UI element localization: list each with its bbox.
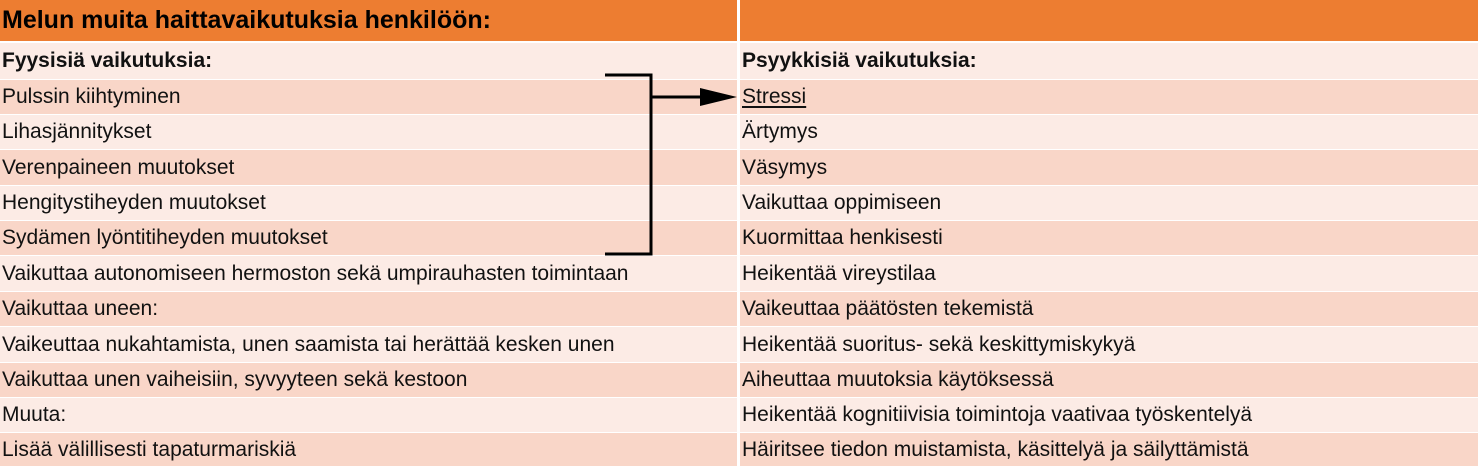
table-row: [0, 186, 1478, 220]
table-row: [0, 150, 1478, 185]
physical-effect: Pulssin kiihtyminen: [0, 80, 737, 114]
psychological-effect: Väsymys: [740, 150, 1478, 185]
psychological-effect: Kuormittaa henkisesti: [740, 221, 1478, 255]
psychological-effect: Ärtymys: [740, 115, 1478, 149]
physical-effect: Lisää välillisesti tapaturmariskiä: [0, 433, 737, 466]
header-right-cell: [740, 0, 1478, 41]
psychological-effect: Heikentää vireystilaa: [740, 256, 1478, 291]
physical-effect: Vaikuttaa autonomiseen hermoston sekä umpirauhasten toimintaan: [0, 256, 737, 291]
stress-label: Stressi: [742, 85, 807, 108]
table-title: Melun muita haittavaikutuksia henkilöön:: [0, 0, 737, 41]
psychological-effect: Aiheuttaa muutoksia käytöksessä: [740, 363, 1478, 397]
physical-effect: Vaikeuttaa nukahtamista, unen saamista tai herättää kesken unen: [0, 327, 737, 362]
physical-effect: Muuta:: [0, 398, 737, 432]
psychological-effect: Heikentää suoritus- sekä keskittymiskykyä: [740, 327, 1478, 362]
table-row: [0, 363, 1478, 397]
table-row: [0, 221, 1478, 255]
psychological-effect: [740, 80, 1478, 114]
physical-effect: Sydämen lyöntitiheyden muutokset: [0, 221, 737, 255]
psychological-effects-heading: Psyykkisiä vaikutuksia:: [740, 43, 1478, 79]
psychological-effect: Häiritsee tiedon muistamista, käsittelyä ja säilyttämistä: [740, 433, 1478, 466]
table-row: [0, 327, 1478, 362]
physical-effect: Verenpaineen muutokset: [0, 150, 737, 185]
physical-effect: Vaikuttaa unen vaiheisiin, syvyyteen sekä kestoon: [0, 363, 737, 397]
table-row: [0, 433, 1478, 466]
table-row: [0, 115, 1478, 149]
table-row: [0, 80, 1478, 114]
table-row: [0, 256, 1478, 291]
physical-effect: Vaikuttaa uneen:: [0, 292, 737, 326]
psychological-effect: Vaikeuttaa päätösten tekemistä: [740, 292, 1478, 326]
physical-effect: Lihasjännitykset: [0, 115, 737, 149]
physical-effects-heading: Fyysisiä vaikutuksia:: [0, 43, 737, 79]
table-header-row: [0, 0, 1478, 41]
physical-effect: Hengitystiheyden muutokset: [0, 186, 737, 220]
subheader-row: [0, 43, 1478, 79]
table-row: [0, 292, 1478, 326]
table-row: [0, 398, 1478, 432]
psychological-effect: Heikentää kognitiivisia toimintoja vaativaa työskentelyä: [740, 398, 1478, 432]
psychological-effect: Vaikuttaa oppimiseen: [740, 186, 1478, 220]
